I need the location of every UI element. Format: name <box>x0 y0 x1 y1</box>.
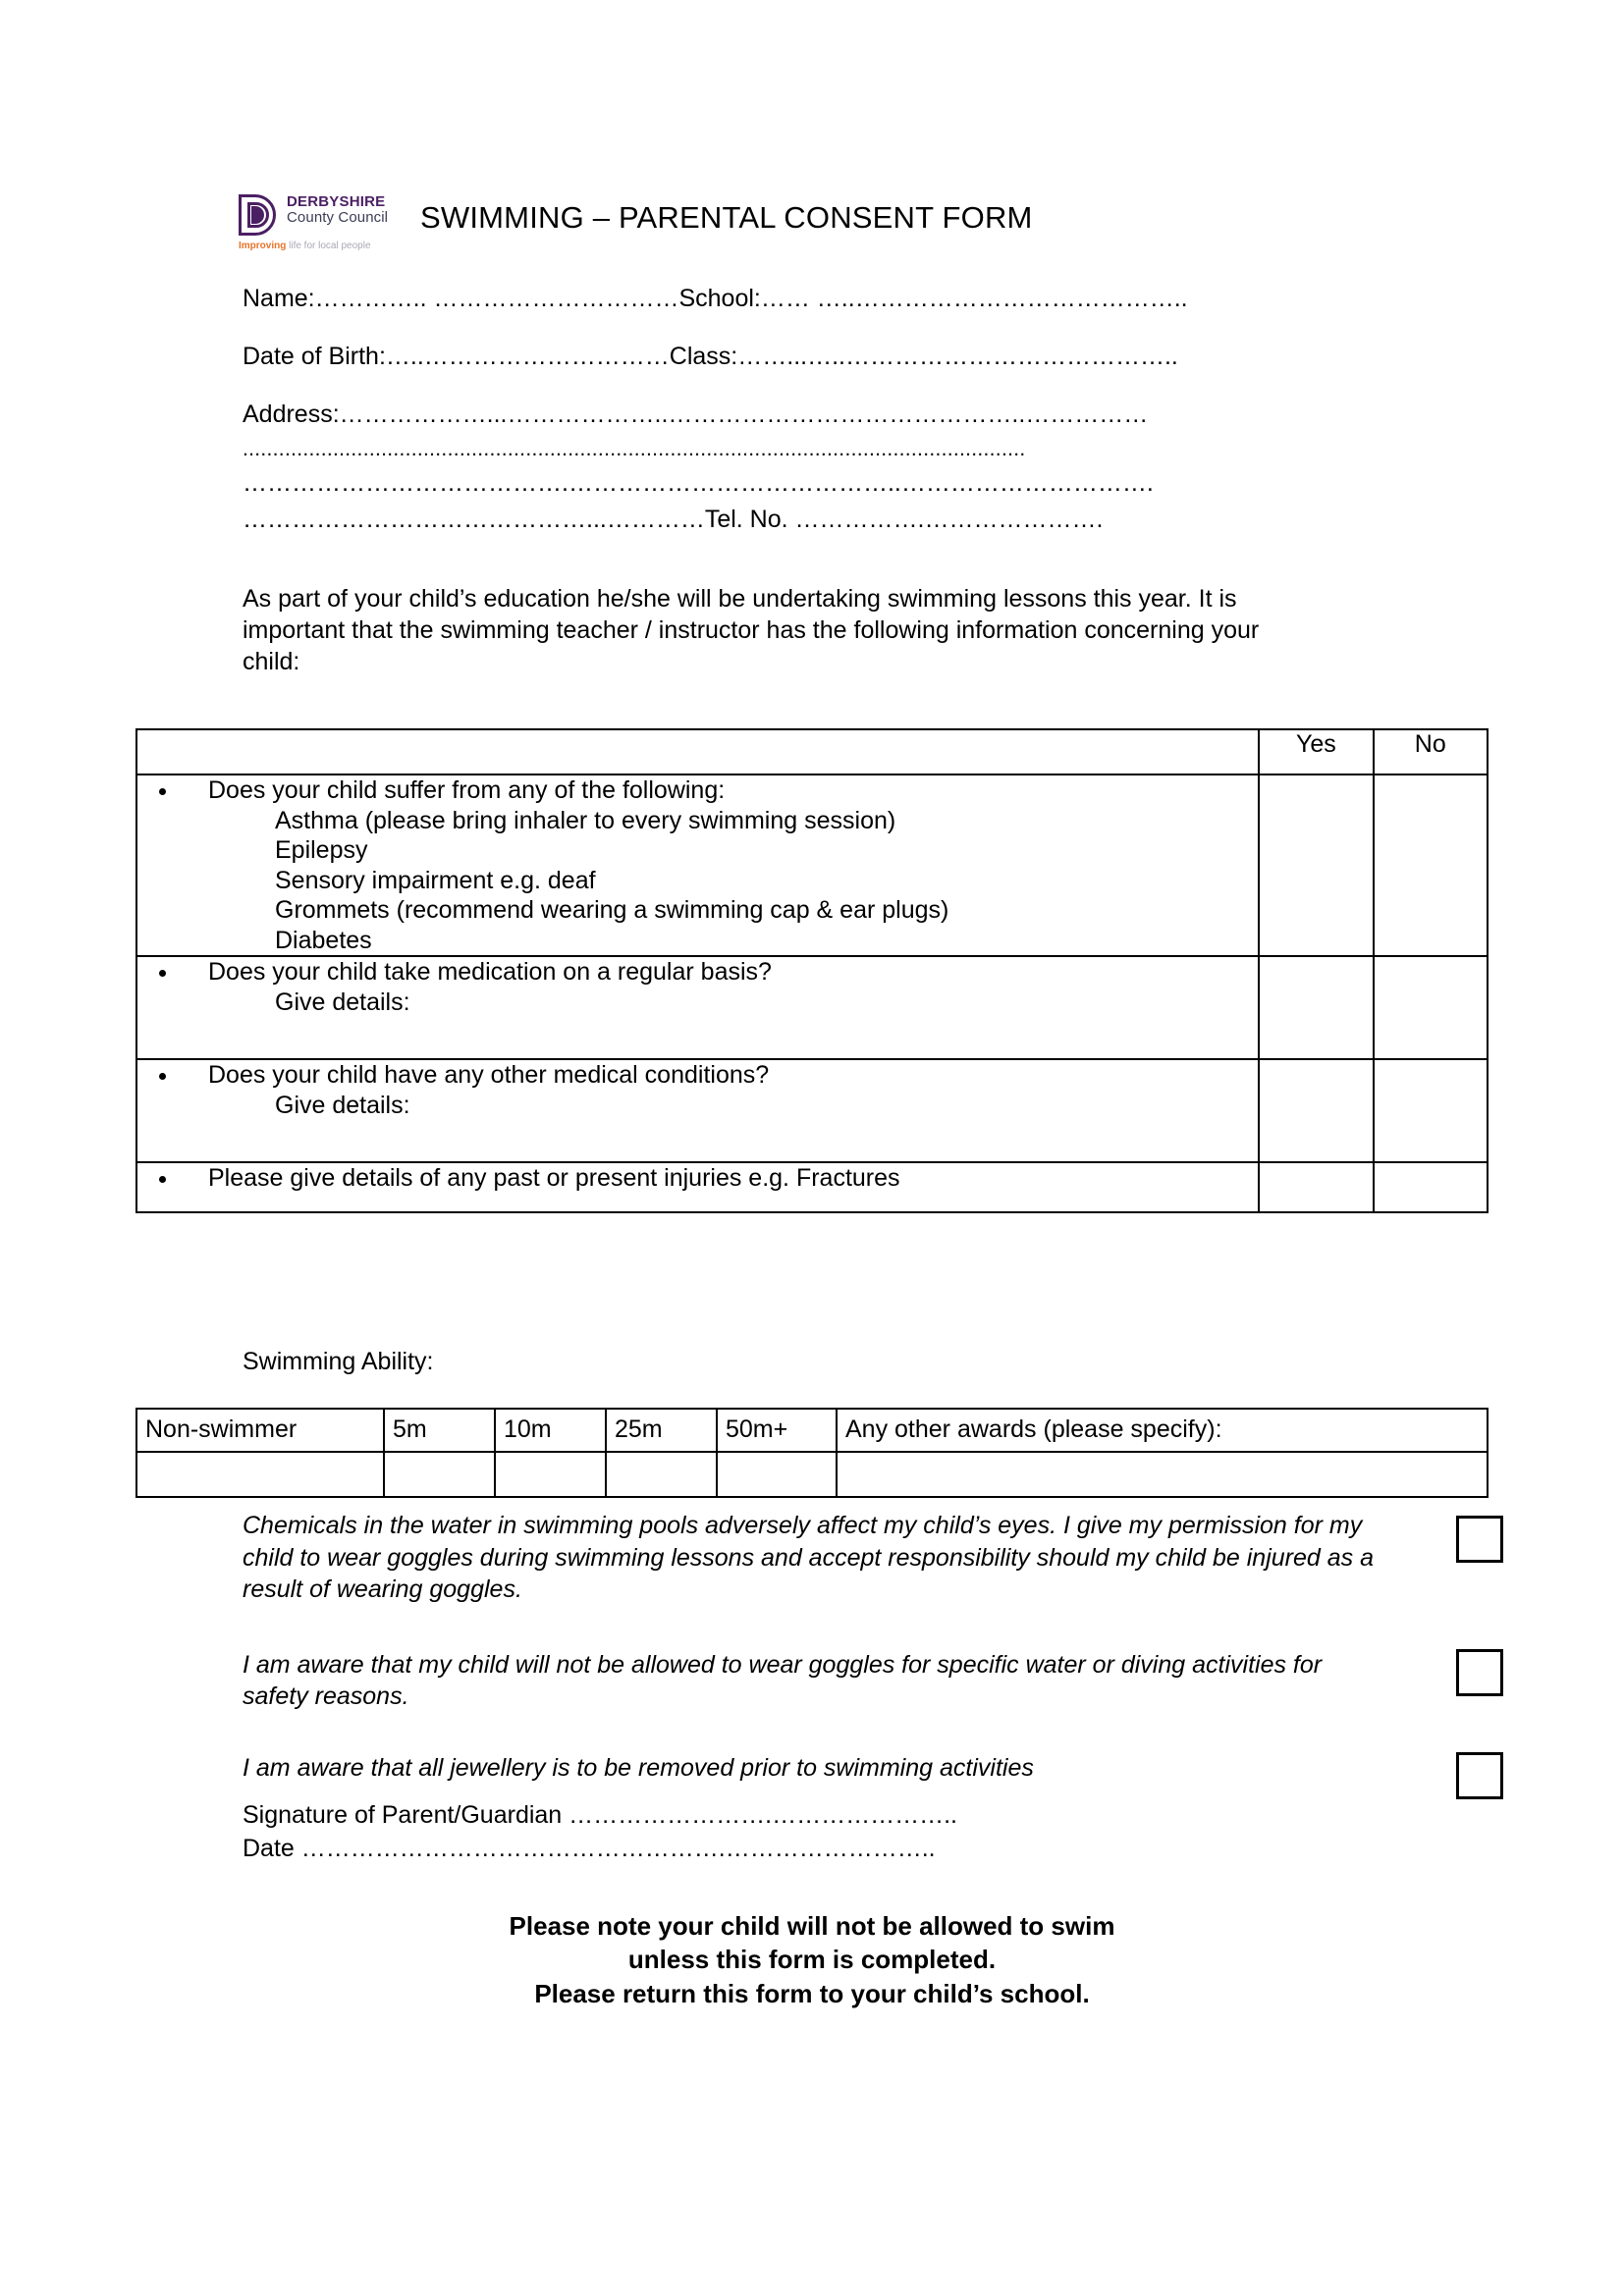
give-details-label: Give details: <box>275 988 410 1016</box>
footer-line-1: Please note your child will not be allowed to swim <box>509 1911 1115 1941</box>
bullet-icon <box>159 1073 166 1080</box>
swim-value-10m[interactable] <box>495 1452 606 1497</box>
consent-checkbox-goggles-permission[interactable] <box>1456 1516 1503 1563</box>
bullet-icon <box>159 970 166 977</box>
question-cell-other-conditions <box>136 1059 1259 1162</box>
consent-row-jewellery <box>243 1752 1509 1791</box>
answer-yes-cell[interactable] <box>1259 956 1373 1059</box>
consent-row-goggles-restriction <box>243 1649 1509 1713</box>
table-header-row <box>136 729 1488 774</box>
footer-note <box>0 1909 1624 2010</box>
table-row <box>136 956 1488 1059</box>
question-label: Does your child suffer from any of the following: <box>208 776 726 804</box>
question-text <box>137 1060 1258 1091</box>
telephone-field-line[interactable]: ……………………………………...…………Tel. No. …………….…………………. <box>243 507 1104 532</box>
dob-class-field-line[interactable]: Date of Birth:…..…………………………Class:……...…..………………………………….. <box>243 345 1178 369</box>
swim-value-other-awards[interactable] <box>837 1452 1488 1497</box>
logo-council-subname: County Council <box>287 208 389 226</box>
swimming-ability-label: Swimming Ability: <box>243 1348 434 1375</box>
swim-value-50m-plus[interactable] <box>717 1452 837 1497</box>
table-row <box>136 774 1488 956</box>
logo-tagline-rest: life for local people <box>286 240 371 251</box>
header-yes-cell: Yes <box>1259 729 1373 774</box>
table-row <box>136 1162 1488 1212</box>
consent-checkbox-jewellery[interactable] <box>1456 1752 1503 1799</box>
swim-value-row <box>136 1452 1488 1497</box>
bullet-icon <box>159 788 166 795</box>
answer-no-cell[interactable] <box>1374 774 1488 956</box>
date-line[interactable]: Date …………………………………………….…………………….. <box>243 1834 936 1862</box>
answer-no-cell[interactable] <box>1374 1059 1488 1162</box>
address-field-line-2[interactable]: .................................................................................................................................. <box>243 439 1026 459</box>
logo-tagline-strong: Improving <box>239 240 287 251</box>
condition-item: Epilepsy <box>275 836 368 864</box>
signature-line[interactable]: Signature of Parent/Guardian …………………….………………….. <box>243 1801 957 1829</box>
medical-questions-table <box>135 728 1489 1213</box>
swim-col-non-swimmer: Non-swimmer <box>136 1409 384 1452</box>
bullet-icon <box>159 1176 166 1183</box>
swim-col-other-awards: Any other awards (please specify): <box>837 1409 1488 1452</box>
consent-text: I am aware that my child will not be allowed to wear goggles for specific water or diving activities for safety reasons. <box>243 1650 1323 1710</box>
question-label: Does your child take medication on a regular basis? <box>208 958 772 986</box>
consent-row-goggles-permission <box>243 1510 1509 1606</box>
swim-col-5m: 5m <box>384 1409 495 1452</box>
table-row <box>136 1059 1488 1162</box>
answer-yes-cell[interactable] <box>1259 1162 1373 1212</box>
question-text <box>137 775 1258 806</box>
swim-col-25m: 25m <box>606 1409 717 1452</box>
swim-value-25m[interactable] <box>606 1452 717 1497</box>
swimming-ability-table <box>135 1408 1489 1498</box>
condition-item: Diabetes <box>275 926 372 954</box>
answer-no-cell[interactable] <box>1374 1162 1488 1212</box>
header-question-cell <box>136 729 1259 774</box>
consent-checkbox-goggles-restriction[interactable] <box>1456 1649 1503 1696</box>
swim-col-10m: 10m <box>495 1409 606 1452</box>
give-details-label: Give details: <box>275 1091 410 1119</box>
address-field-line-3[interactable]: ………………………………….…………………………………..…………………………. <box>243 471 1154 496</box>
consent-statements <box>243 1510 1509 1791</box>
question-cell-injuries <box>136 1162 1259 1212</box>
answer-no-cell[interactable] <box>1374 956 1488 1059</box>
question-label: Does your child have any other medical conditions? <box>208 1061 770 1089</box>
question-cell-conditions <box>136 774 1259 956</box>
page-title: SWIMMING – PARENTAL CONSENT FORM <box>420 200 1033 235</box>
signature-block <box>243 1799 957 1866</box>
condition-item: Sensory impairment e.g. deaf <box>275 866 596 894</box>
document-header <box>239 192 1397 263</box>
footer-line-2: unless this form is completed. <box>627 1945 997 1975</box>
question-text <box>137 1163 1258 1194</box>
swim-col-50m-plus: 50m+ <box>717 1409 837 1452</box>
logo-tagline <box>239 240 396 251</box>
question-text <box>137 957 1258 988</box>
consent-text: I am aware that all jewellery is to be removed prior to swimming activities <box>243 1753 1034 1782</box>
applicant-fields <box>243 287 1352 544</box>
derbyshire-county-council-logo <box>239 192 396 251</box>
condition-item: Grommets (recommend wearing a swimming cap & ear plugs) <box>275 896 949 924</box>
header-no-cell: No <box>1374 729 1488 774</box>
condition-item: Asthma (please bring inhaler to every swimming session) <box>275 806 896 834</box>
name-school-field-line[interactable]: Name:………….. …………………………School:…… …..………………………………….. <box>243 287 1188 311</box>
answer-yes-cell[interactable] <box>1259 1059 1373 1162</box>
address-field-block <box>243 402 1352 532</box>
address-field-line-1[interactable]: Address:………………...………………..……………………………………..…………… <box>243 402 1149 427</box>
question-cell-medication <box>136 956 1259 1059</box>
intro-paragraph: As part of your child’s education he/she will be undertaking swimming lessons this year. It is important that the swimming teacher / instructor has the following information concerning your child: <box>243 585 1260 675</box>
footer-line-3: Please return this form to your child’s school. <box>534 1978 1090 2008</box>
answer-yes-cell[interactable] <box>1259 774 1373 956</box>
swim-value-5m[interactable] <box>384 1452 495 1497</box>
consent-text: Chemicals in the water in swimming pools adversely affect my child’s eyes. I give my permission for my child to wear goggles during swimming lessons and accept responsibility should my child be injured as a result of wearing goggles. <box>243 1512 1374 1603</box>
swim-value-non-swimmer[interactable] <box>136 1452 384 1497</box>
swim-header-row <box>136 1409 1488 1452</box>
council-d-monogram-icon <box>239 194 282 238</box>
logo-council-name: DERBYSHIRE <box>287 193 386 210</box>
question-label: Please give details of any past or present injuries e.g. Fractures <box>208 1164 900 1192</box>
